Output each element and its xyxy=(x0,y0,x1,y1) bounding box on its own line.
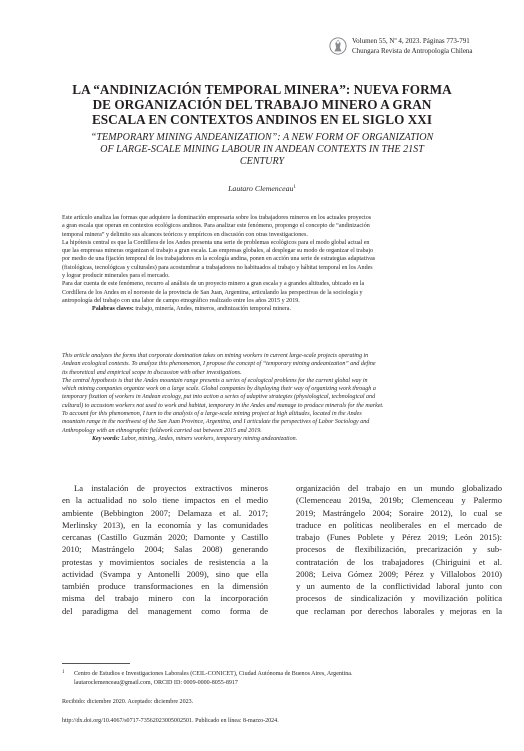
abstract-line: Anthropology with an ethnographic fieldwork carried out between 2015 and 2019. xyxy=(62,427,262,434)
keywords-text: trabajo, minería, Andes, mineros, andinización temporal minera. xyxy=(133,306,291,313)
keywords-label: Key words: xyxy=(92,435,120,442)
footnote-separator xyxy=(62,663,130,664)
author-name: Lautaro Clemenceau xyxy=(228,184,294,193)
body-line: 2008; Leiva Gómez 2009; Pérez y Villalobos 2010) xyxy=(296,568,502,579)
abstract-line: antropología del trabajo con una labor de campo etnográfico realizado entre los años 2015 y 2019. xyxy=(62,297,300,304)
body-line: procesos de sindicalización y movilización política xyxy=(296,593,502,604)
body-line: y un aumento de la conflictividad laboral junto con xyxy=(296,581,502,591)
abstract-line: y lograr producir minerales para el mercado. xyxy=(62,273,170,280)
abstract-spanish xyxy=(62,214,502,314)
body-line: en la actualidad no solo tiene impactos en el medio xyxy=(62,495,268,506)
author-footnote-mark: 1 xyxy=(293,185,296,190)
abstract-line: que las empresas mineras organizan el trabajo a gran escala. Las empresas globales, al desplegar su modo de organizar el trabajo xyxy=(62,248,374,255)
footnote-contact: lautaroclemenceau@gmail.com, ORCID ID: 0009-0000-8055-8917 xyxy=(74,679,238,686)
body-line: traduce en políticas neoliberales en el mercado de xyxy=(296,519,502,530)
body-line: que reclaman por derechos laborales y mejoras en la xyxy=(296,605,502,616)
abstract-line: Para dar cuenta de este fenómeno, recurro al análisis de un proyecto minero a gran escala y a grandes altitudes, ubicado en la xyxy=(62,281,365,288)
abstract-line: por medio de una fijación temporal de los trabajadores en la ecología andina, ponen en acción una serie de estrategias adaptativas xyxy=(62,256,376,263)
body-line: también produce transformaciones en la dimensión xyxy=(62,581,268,591)
abstract-line: La hipótesis central es que la Cordillera de los Andes presenta una serie de problemas ecológicos para el modo global actual en xyxy=(62,239,370,246)
body-line: procesos de flexibilización, precarización y sub- xyxy=(296,544,502,555)
journal-volume: Volumen 55, Nº 4, 2023. Páginas 773-791 xyxy=(352,37,470,45)
title-en-line: OF LARGE-SCALE MINING LABOUR IN ANDEAN CONTEXTS IN THE 21ST xyxy=(100,144,424,155)
abstract-line: a gran escala que operan en contextos ecológicos andinos. Para analizar este fenómeno, propongo el concepto de “andinización xyxy=(62,223,370,230)
abstract-line: which mining companies organize work on a large scale. Global companies by displaying their way of organizing work through a xyxy=(62,386,376,393)
body-line: misma del trabajo minero con la incorporación xyxy=(62,593,268,604)
body-line: cercanas (Castillo Guzmán 2020; Damonte y Castillo xyxy=(62,532,268,542)
title-en-line: CENTURY xyxy=(239,156,285,167)
body-line: Merlinsky 2013), en la economía y las comunidades xyxy=(62,519,268,530)
journal-header xyxy=(329,36,501,56)
title-line: LA “ANDINIZACIÓN TEMPORAL MINERA”: NUEVA FORMA xyxy=(72,82,452,97)
body-line: contratación de los trabajadores (Chiriguini et al. xyxy=(296,556,502,567)
title-en-line: “TEMPORARY MINING ANDEANIZATION”: A NEW FORM OF ORGANIZATION xyxy=(90,132,434,143)
body-line: (Clemenceau 2019a, 2019b; Clemenceau y Palermo xyxy=(296,495,502,506)
keywords-english xyxy=(62,435,502,443)
body-column-right xyxy=(296,482,502,617)
body-line: actividad (Svampa y Antonelli 2009), sino que ella xyxy=(62,568,268,579)
title-line: ESCALA EN CONTEXTOS ANDINOS EN EL SIGLO XXI xyxy=(91,112,433,127)
abstract-line: Cordillera de los Andes en el noroeste de la provincia de San Juan, Argentina, articulando las perspectivas de la sociología y xyxy=(62,289,363,296)
author xyxy=(40,184,484,193)
body-line: 2019; Mastrángelo 2004; Soraire 2012), lo cual se xyxy=(296,507,502,518)
abstract-line: The central hypothesis is that the Andes mountain range presents a series of ecological problems for the current global way in xyxy=(62,377,368,384)
abstract-line: Este artículo analiza las formas que adquiere la dominación empresaria sobre los trabajadores mineros en los actuales proyectos xyxy=(62,215,372,221)
keywords-label: Palabras claves: xyxy=(92,306,134,313)
footnote-mark: 1 xyxy=(62,670,65,675)
received-dates: Recibido: diciembre 2020. Aceptado: diciembre 2023. xyxy=(62,699,194,705)
abstract-line: cultural) to accustom workers not used to work and habitat, temporary in the Andes and manage to produce minerals for the market. xyxy=(62,402,384,409)
abstract-line: mountain range in the northwest of the San Juan Province, Argentina, and I articulate the perspectives of Labor Sociology and xyxy=(62,419,370,426)
article-title-english xyxy=(40,132,484,168)
journal-info xyxy=(352,36,473,56)
footnote-line xyxy=(62,669,502,679)
abstract-line: To account for this phenomenon, I turn to the analysis of a large-scale mining project at high altitudes, located in the Andes xyxy=(62,411,362,418)
abstract-line: Andean ecological contexts. To analyze this phenomenon, I propose the concept of “temporary mining andeanization” and define xyxy=(62,361,376,368)
journal-name: Chungara Revista de Antropología Chilena xyxy=(352,47,473,55)
abstract-line: This article analyzes the forms that corporate domination takes on mining workers in current large-scale projects operating in xyxy=(62,353,369,359)
abstract-line: its theoretical and empirical scope in discussion with other investigations. xyxy=(62,369,242,376)
body-column-left xyxy=(62,482,268,617)
journal-seal-icon xyxy=(329,37,347,55)
footnote xyxy=(62,669,502,687)
body-line: ambiente (Bebbington 2007; Delamaza et al. 2017; xyxy=(62,507,268,518)
abstract-line: temporary fixation of workers in Andean ecology, put into action a series of adaptive strategies (physiological, technological and xyxy=(62,394,376,401)
body-line: 2010; Mastrángelo 2004; Salas 2008) generando xyxy=(62,544,268,555)
keywords-text: Labor, mining, Andes, miners workers, temporary mining andeanization. xyxy=(119,435,298,442)
body-line: trabajo (Funes Poblete y Pérez 2019; León 2015): xyxy=(296,532,502,542)
article-title xyxy=(40,82,484,127)
keywords-spanish xyxy=(62,305,502,313)
abstract-english xyxy=(62,352,502,443)
footnote-affiliation: Centro de Estudios e Investigaciones Laborales (CEIL-CONICET), Ciudad Autónoma de Buenos Aires, Argentina. xyxy=(74,671,353,677)
abstract-line: (fisiológicas, tecnológicas y culturales) para acostumbrar a trabajadores no habituados al trabajo y hábitat temporal en los Andes xyxy=(62,264,373,271)
title-line: DE ORGANIZACIÓN DEL TRABAJO MINERO A GRAN xyxy=(92,97,432,112)
body-line: organización del trabajo en un mundo globalizado xyxy=(296,483,502,493)
body-line: La instalación de proyectos extractivos mineros xyxy=(74,483,268,493)
body-line: del paradigma del management como forma de xyxy=(62,605,268,616)
doi-line: http://dx.doi.org/10.4067/s0717-73562023005002501. Publicado en línea: 8-marzo-2024. xyxy=(62,718,279,724)
body-line: protestas y movimientos sociales de resistencia a la xyxy=(62,556,268,567)
abstract-line: temporal minera” y delimito sus alcances teóricos y empíricos en discusión con otras investigaciones. xyxy=(62,231,308,238)
